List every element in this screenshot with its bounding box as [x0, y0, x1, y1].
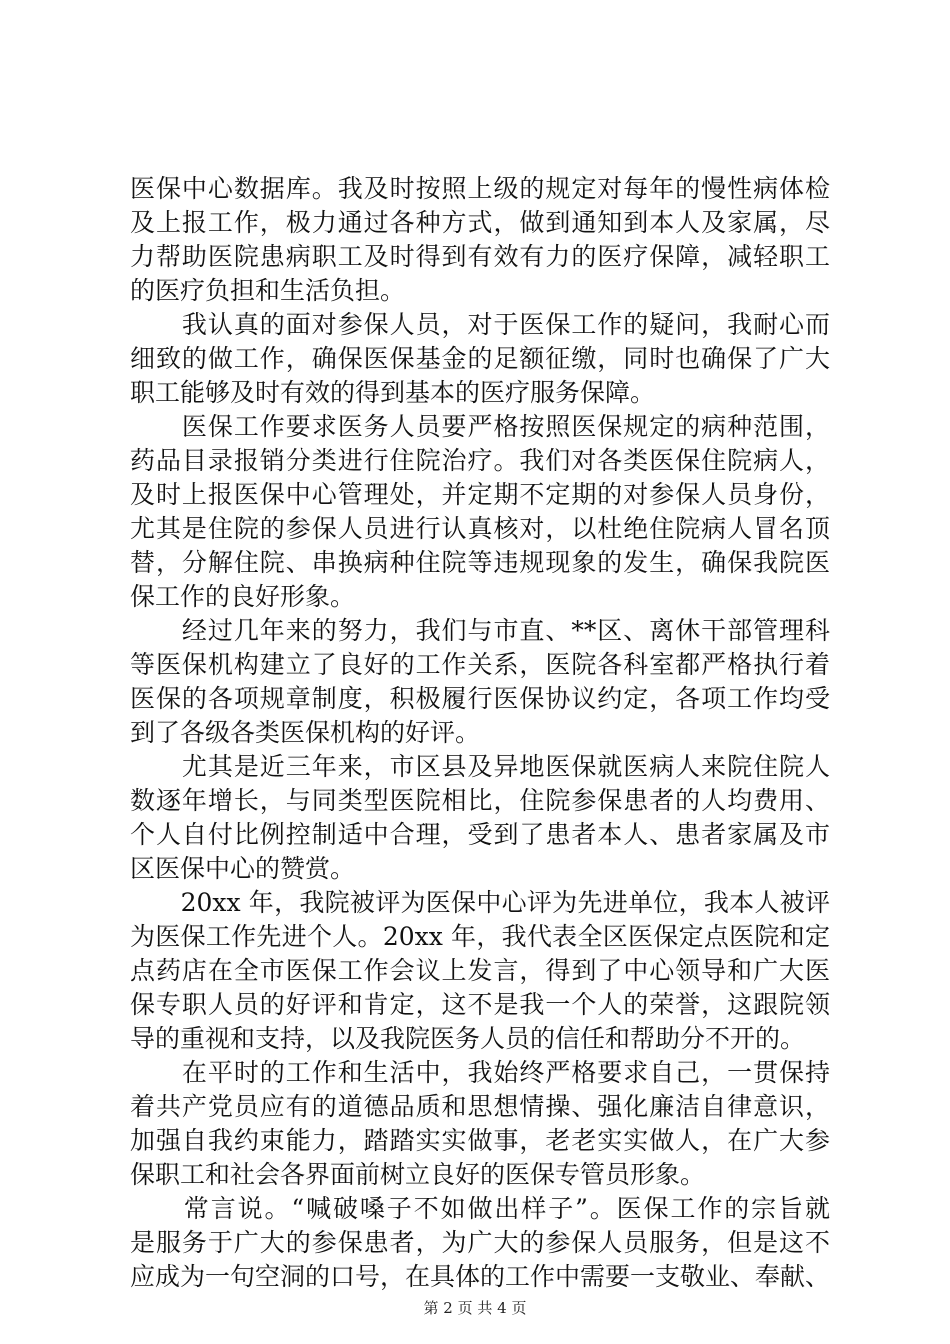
text-line: 点药店在全市医保工作会议上发言，得到了中心领导和广大医 — [130, 956, 830, 985]
text-line: 医保的各项规章制度，积极履行医保协议约定，各项工作均受 — [130, 684, 830, 713]
text-line: 区医保中心的赞赏。 — [130, 854, 356, 883]
text-line: 到了各级各类医保机构的好评。 — [130, 718, 481, 747]
text-line: 医保中心数据库。我及时按照上级的规定对每年的慢性病体检 — [130, 174, 830, 203]
text-line: 及上报工作，极力通过各种方式，做到通知到本人及家属，尽 — [130, 208, 830, 237]
text-line: 尤其是住院的参保人员进行认真核对，以杜绝住院病人冒名顶 — [130, 514, 830, 543]
text-line: 等医保机构建立了良好的工作关系，医院各科室都严格执行着 — [130, 650, 830, 679]
text-line: 着共产党员应有的道德品质和思想情操、强化廉洁自律意识， — [130, 1092, 830, 1121]
text-line: 保职工和社会各界面前树立良好的医保专管员形象。 — [130, 1160, 706, 1189]
text-line: 及时上报医保中心管理处，并定期不定期的对参保人员身份， — [130, 480, 830, 509]
text-line: 经过几年来的努力，我们与市直、**区、离休干部管理科 — [130, 616, 830, 645]
text-line: 细致的做工作，确保医保基金的足额征缴，同时也确保了广大 — [130, 344, 830, 373]
text-line: 尤其是近三年来，市区县及异地医保就医病人来院住院人 — [130, 752, 830, 781]
text-line: 的医疗负担和生活负担。 — [130, 276, 406, 305]
text-line: 常言说。“喊破嗓子不如做出样子”。医保工作的宗旨就 — [130, 1194, 830, 1223]
page-number-footer: 第 2 页 共 4 页 — [423, 1299, 527, 1317]
text-line: 我认真的面对参保人员，对于医保工作的疑问，我耐心而 — [130, 310, 830, 339]
text-line: 导的重视和支持，以及我院医务人员的信任和帮助分不开的。 — [130, 1024, 806, 1053]
text-line: 是服务于广大的参保患者，为广大的参保人员服务，但是这不 — [130, 1228, 830, 1257]
body-text — [130, 172, 830, 1294]
text-line: 保工作的良好形象。 — [130, 582, 356, 611]
text-line: 为医保工作先进个人。20xx 年，我代表全区医保定点医院和定 — [130, 922, 830, 951]
text-line: 职工能够及时有效的得到基本的医疗服务保障。 — [130, 378, 656, 407]
text-line: 在平时的工作和生活中，我始终严格要求自己，一贯保持 — [130, 1058, 830, 1087]
text-line: 医保工作要求医务人员要严格按照医保规定的病种范围， — [130, 412, 830, 441]
text-line: 药品目录报销分类进行住院治疗。我们对各类医保住院病人， — [130, 446, 830, 475]
text-line: 20xx 年，我院被评为医保中心评为先进单位，我本人被评 — [130, 888, 830, 917]
text-line: 加强自我约束能力，踏踏实实做事，老老实实做人，在广大参 — [130, 1126, 830, 1155]
text-line: 个人自付比例控制适中合理，受到了患者本人、患者家属及市 — [130, 820, 830, 849]
text-line: 数逐年增长，与同类型医院相比，住院参保患者的人均费用、 — [130, 786, 830, 815]
text-line: 替，分解住院、串换病种住院等违规现象的发生，确保我院医 — [130, 548, 830, 577]
text-line: 力帮助医院患病职工及时得到有效有力的医疗保障，减轻职工 — [130, 242, 830, 271]
text-line: 保专职人员的好评和肯定，这不是我一个人的荣誉，这跟院领 — [130, 990, 830, 1019]
text-line: 应成为一句空洞的口号，在具体的工作中需要一支敬业、奉献、 — [130, 1262, 831, 1291]
